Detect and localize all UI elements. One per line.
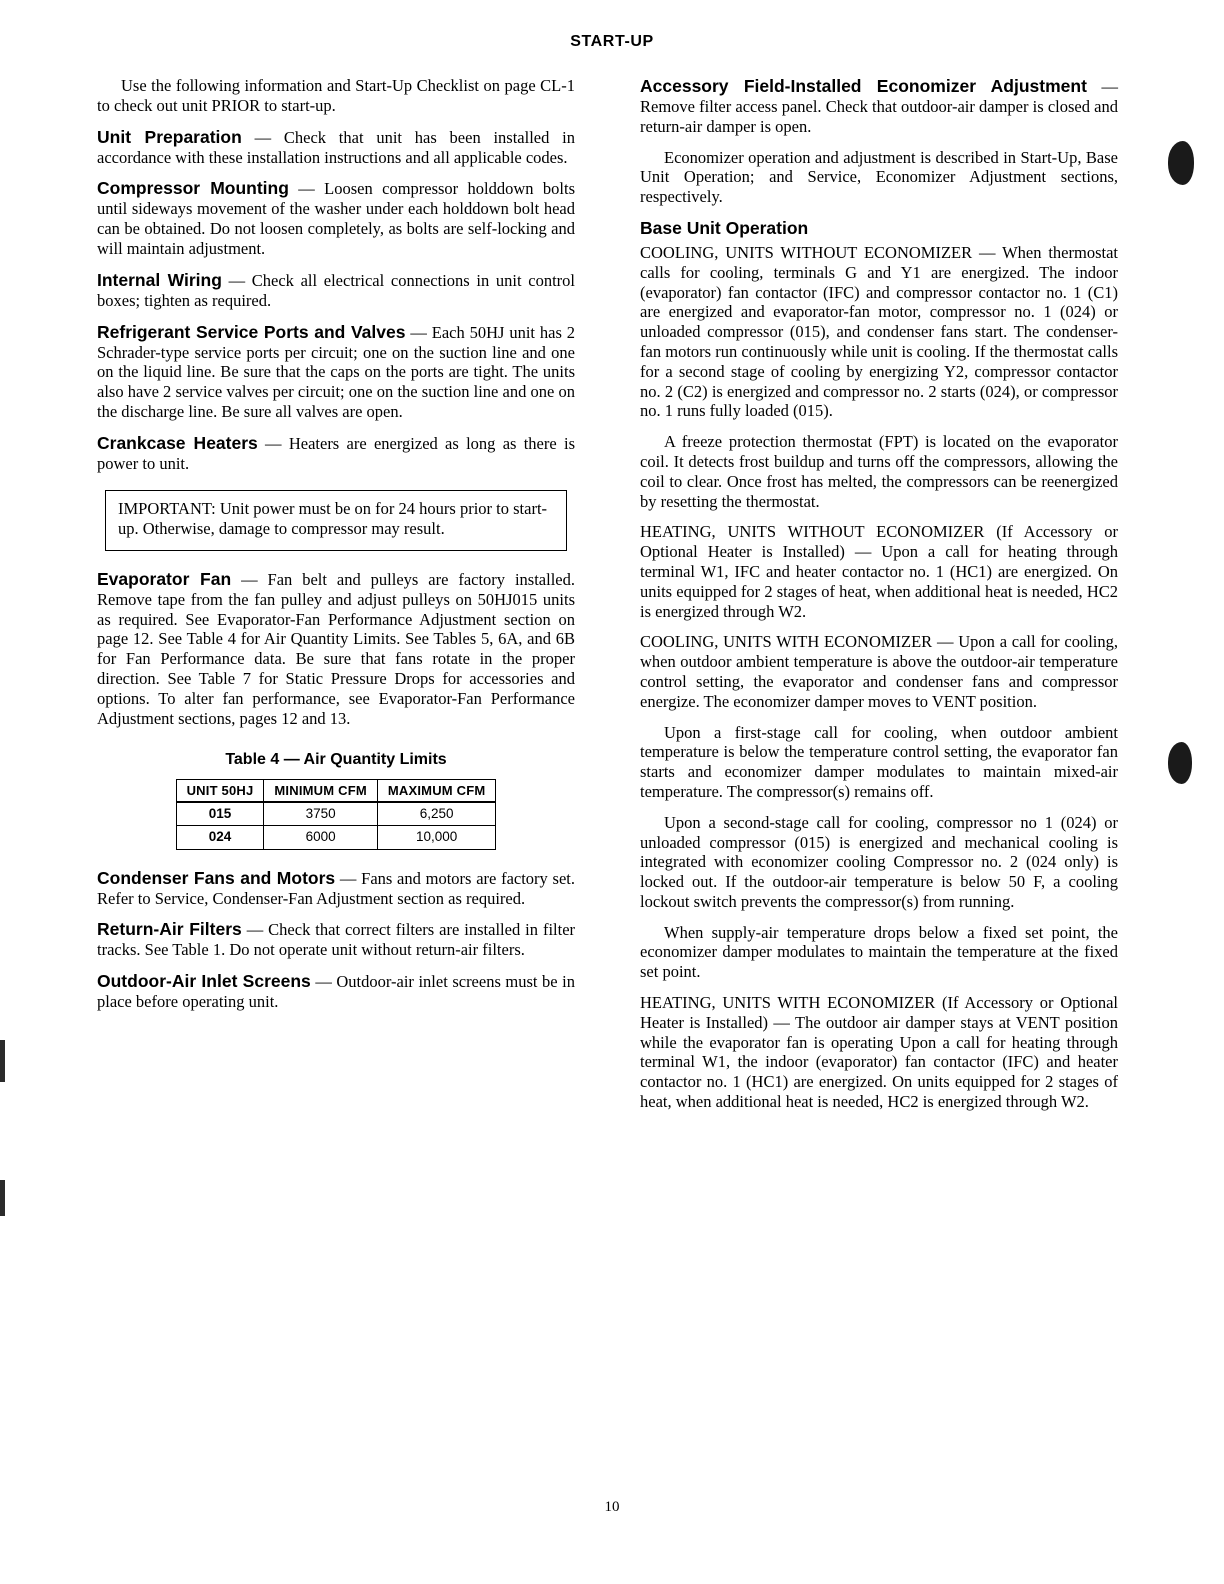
paragraph-heating-with-economizer bbox=[640, 993, 1118, 1112]
paragraph-dash: — bbox=[768, 1012, 796, 1032]
paragraph-heating-without-economizer bbox=[640, 522, 1118, 621]
table-column-header: UNIT 50HJ bbox=[176, 779, 264, 802]
important-note-text: IMPORTANT: Unit power must be on for 24 hours prior to start-up. Otherwise, damage to compressor may result. bbox=[118, 498, 548, 539]
paragraph-text: Upon a call for heating through terminal W1, IFC and heater contactor no. 1 (HC1) are energized. On units equipped for 2 stages of heat, when additional heat is needed, HC2 is energized through W2. bbox=[640, 542, 1118, 621]
spacer bbox=[97, 850, 575, 868]
right-column bbox=[640, 76, 1118, 1123]
paragraph-lead: HEATING, UNITS WITHOUT ECONOMIZER (If Accessory or Optional Heater is Installed) bbox=[640, 522, 1118, 562]
table-row bbox=[176, 802, 496, 826]
section-heading: Outdoor-Air Inlet Screens bbox=[97, 971, 311, 992]
section-economizer-adjustment bbox=[640, 76, 1118, 137]
hole-punch-mark-icon bbox=[1168, 742, 1192, 784]
section-dash: — bbox=[221, 270, 252, 290]
section-return-air-filters bbox=[97, 919, 575, 960]
paragraph-lead: COOLING, UNITS WITH ECONOMIZER bbox=[640, 632, 933, 652]
important-note-box bbox=[105, 490, 567, 551]
section-unit-preparation bbox=[97, 127, 575, 168]
section-body: Check that unit has been installed in accordance with these installation instructions and all applicable codes. bbox=[97, 127, 575, 167]
intro-paragraph: Use the following information and Start-Up Checklist on page CL-1 to check out unit PRIOR to start-up. bbox=[97, 76, 575, 115]
paragraph-freeze-protection: A freeze protection thermostat (FPT) is located on the evaporator coil. It detects frost buildup and turns off the compressors, allowing the coil to clear. Once frost has melted, the compressors can be reenergized by resetting the thermostat. bbox=[640, 432, 1118, 511]
table-header-row bbox=[176, 779, 496, 802]
section-crankcase-heaters bbox=[97, 433, 575, 474]
section-body: Loosen compressor holddown bolts until sideways movement of the washer under each holddown bolt head can be obtained. Do not loosen completely, as bolts are self-locking and will maintain adjustment. bbox=[97, 179, 576, 258]
table-column-header: MINIMUM CFM bbox=[264, 779, 377, 802]
section-body: Fans and motors are factory set. Refer to Service, Condenser-Fan Adjustment section as required. bbox=[97, 868, 576, 908]
paragraph-dash: — bbox=[932, 632, 959, 652]
section-refrigerant-service-ports bbox=[97, 322, 575, 422]
section-body: Each 50HJ unit has 2 Schrader-type service ports per circuit; one on the suction line and one on the liquid line. Be sure that the caps on the ports are tight. The units also have 2 service valves per circuit; one on the suction line and one on the discharge line. Be sure all valves are open. bbox=[97, 322, 576, 421]
section-evaporator-fan bbox=[97, 569, 575, 729]
section-body: Check that correct filters are installed in filter tracks. See Table 1. Do not operate unit without return-air filters. bbox=[97, 920, 576, 960]
table4-air-quantity-limits bbox=[176, 779, 497, 850]
hole-punch-mark-icon bbox=[1168, 141, 1194, 185]
section-internal-wiring bbox=[97, 270, 575, 311]
section-body: Fan belt and pulleys are factory installed. Remove tape from the fan pulley and adjust pulleys on 50HJ015 units as required. See Evaporator-Fan Performance Adjustment section on page 12. See Table 4 for Air Quantity Limits. See Tables 5, 6A, and 6B for Fan Performance data. Be sure that fans rotate in the proper direction. See Table 7 for Static Pressure Drops for accessories and options. To alter fan performance, see Evaporator-Fan Performance Adjustment sections, pages 12 and 13. bbox=[97, 569, 576, 728]
section-dash: — bbox=[241, 920, 269, 940]
section-heading: Unit Preparation bbox=[97, 126, 242, 147]
economizer-paragraph-2: Economizer operation and adjustment is described in Start-Up, Base Unit Operation; and Service, Economizer Adjustment sections, respectively. bbox=[640, 147, 1118, 207]
paragraph-lead: HEATING, UNITS WITH ECONOMIZER (If Accessory or Optional Heater is Installed) bbox=[640, 993, 1118, 1032]
section-heading: Evaporator Fan bbox=[97, 568, 232, 589]
section-heading: Accessory Field-Installed Economizer Adjustment bbox=[640, 76, 1087, 96]
section-body: Check all electrical connections in unit control boxes; tighten as required. bbox=[97, 270, 575, 310]
section-heading: Condenser Fans and Motors bbox=[97, 867, 336, 888]
page-edge-mark bbox=[0, 1180, 5, 1216]
section-dash: — bbox=[231, 569, 268, 589]
paragraph-cooling-without-economizer bbox=[640, 243, 1118, 421]
section-heading: Compressor Mounting bbox=[97, 178, 289, 199]
section-dash: — bbox=[405, 322, 432, 342]
section-heading-base-unit-operation: Base Unit Operation bbox=[640, 217, 809, 238]
section-dash: — bbox=[1086, 77, 1118, 96]
section-dash: — bbox=[288, 179, 325, 199]
paragraph-text: Upon a call for cooling, when outdoor ambient temperature is above the outdoor-air temperature control setting, the evaporator and condenser fans and compressor energize. The economizer damper moves to VENT position. bbox=[640, 632, 1119, 711]
paragraph-second-stage-cooling: Upon a second-stage call for cooling, compressor no 1 (024) or unloaded compressor (015) is energized and mechanical cooling is integrated with economizer cooling Compressor no. 2 (024 only) is locked out. If the outdoor-air temperature is below 50 F, a cooling lockout switch prevents the compressor(s) from running. bbox=[640, 812, 1118, 911]
paragraph-dash: — bbox=[972, 242, 1003, 262]
section-body: Outdoor-air inlet screens must be in place before operating unit. bbox=[97, 972, 575, 1012]
section-heading: Refrigerant Service Ports and Valves bbox=[97, 321, 406, 342]
paragraph-text: The outdoor air damper stays at VENT position while the evaporator fan is operating Upon a call for heating through terminal W1, the indoor (evaporator) fan contactor (IFC) and heater contactor no. 1 (HC1) are energized. On units equipped for 2 stages of heat, when additional heat is needed, HC2 is energized through W2. bbox=[640, 1012, 1119, 1112]
section-body: Heaters are energized as long as there is power to unit. bbox=[97, 433, 575, 473]
paragraph-cooling-with-economizer bbox=[640, 632, 1118, 711]
table-row bbox=[176, 826, 496, 849]
section-dash: — bbox=[257, 433, 289, 453]
section-heading: Crankcase Heaters bbox=[97, 432, 258, 453]
page-number: 10 bbox=[604, 1499, 620, 1515]
table4-title: Table 4 — Air Quantity Limits bbox=[225, 751, 447, 769]
table-cell-max-cfm: 10,000 bbox=[377, 826, 496, 849]
section-outdoor-air-inlet-screens bbox=[97, 971, 575, 1012]
section-heading: Return-Air Filters bbox=[97, 919, 242, 940]
page-title: START-UP bbox=[570, 33, 654, 50]
section-condenser-fans-motors bbox=[97, 868, 575, 909]
table-cell-unit: 024 bbox=[176, 826, 264, 849]
paragraph-supply-air-setpoint: When supply-air temperature drops below a fixed set point, the economizer damper modulates to maintain the temperature at the fixed set point. bbox=[640, 922, 1118, 982]
table-column-header: MAXIMUM CFM bbox=[377, 779, 496, 802]
left-column bbox=[97, 76, 575, 1023]
table-cell-min-cfm: 6000 bbox=[264, 826, 377, 849]
section-dash: — bbox=[310, 972, 337, 992]
table-cell-max-cfm: 6,250 bbox=[377, 802, 496, 826]
section-heading: Internal Wiring bbox=[97, 269, 222, 290]
section-compressor-mounting bbox=[97, 178, 575, 258]
paragraph-lead: COOLING, UNITS WITHOUT ECONOMIZER bbox=[640, 242, 973, 262]
section-dash: — bbox=[241, 127, 284, 147]
paragraph-first-stage-cooling: Upon a first-stage call for cooling, when outdoor ambient temperature is below the temperature control setting, the evaporator fan starts and economizer damper modulates to maintain mixed-air temperature. The compressor(s) remains off. bbox=[640, 722, 1118, 801]
table-cell-min-cfm: 3750 bbox=[264, 802, 377, 826]
paragraph-dash: — bbox=[844, 542, 882, 562]
page-edge-mark bbox=[0, 1040, 5, 1082]
section-body: Remove filter access panel. Check that outdoor-air damper is closed and return-air damper is open. bbox=[640, 97, 1118, 136]
table-cell-unit: 015 bbox=[176, 802, 264, 826]
section-dash: — bbox=[335, 868, 362, 888]
paragraph-text: When thermostat calls for cooling, terminals G and Y1 are energized. The indoor (evaporator) fan contactor (IFC) and compressor contactor no. 1 (C1) are energized and evaporator-fan motor, compressor no. 1 (024) or unloaded compressor (015), and condenser fans start. The condenser-fan motors run continuously while unit is cooling. If the thermostat calls for a second stage of cooling by energizing Y2, compressor contactor no. 2 (C2) is energized and compressor no. 2 starts (024), or compressor no. 1 runs fully loaded (015). bbox=[640, 242, 1118, 421]
